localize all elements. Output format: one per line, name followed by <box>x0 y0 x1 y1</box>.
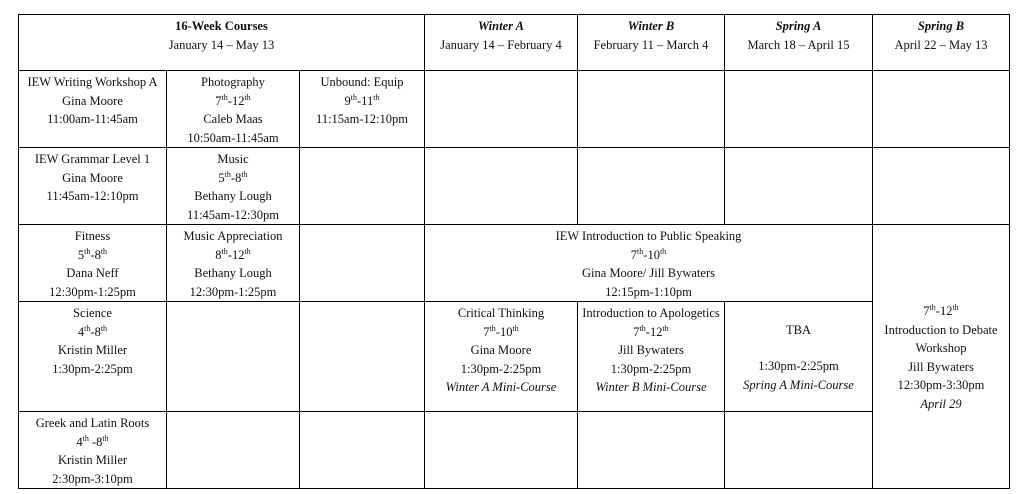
header-dates: April 22 – May 13 <box>894 37 988 52</box>
course-grades: 5th-8th <box>77 246 108 262</box>
schedule-sheet <box>18 14 1009 486</box>
course-name: Introduction to Apologetics <box>582 306 720 320</box>
schedule-row-3 <box>19 225 1010 302</box>
header-row <box>19 15 1010 71</box>
course-grades: 7th-12th <box>923 302 959 318</box>
course-grades: 4th-8th <box>77 323 108 339</box>
header-dates: January 14 – May 13 <box>168 37 275 52</box>
empty-cell <box>425 412 578 489</box>
course-time: 12:15pm-1:10pm <box>605 284 692 299</box>
course-grades: 9th-11th <box>344 92 380 108</box>
header-spring-a <box>725 15 873 71</box>
course-name: Critical Thinking <box>457 306 545 320</box>
header-title: Spring B <box>917 19 965 33</box>
course-grades: 4th -8th <box>76 433 109 449</box>
empty-cell <box>725 148 873 225</box>
empty-cell <box>578 412 725 489</box>
course-name: Introduction to Debate Workshop <box>884 322 998 355</box>
course-grades: 7th-12th <box>215 92 251 108</box>
course-grades: 8th-12th <box>215 246 251 262</box>
course-name: IEW Writing Workshop A <box>27 75 158 89</box>
header-title: Spring A <box>775 19 822 33</box>
course-cell-photography <box>167 71 300 148</box>
header-title: 16-Week Courses <box>175 19 268 33</box>
course-schedule-table <box>18 14 1010 489</box>
course-cell-greek-latin <box>19 412 167 489</box>
course-time: 1:30pm-2:25pm <box>460 361 542 376</box>
course-teacher: Bethany Lough <box>194 189 272 203</box>
course-name: Fitness <box>74 229 111 243</box>
header-title: Winter B <box>627 19 675 33</box>
header-winter-a <box>425 15 578 71</box>
course-cell-music <box>167 148 300 225</box>
course-grades: 5th-8th <box>218 169 248 185</box>
empty-cell <box>873 148 1010 225</box>
course-teacher: Gina Moore <box>470 343 532 357</box>
course-teacher: Gina Moore <box>62 170 123 185</box>
empty-cell <box>578 148 725 225</box>
header-16-week <box>19 15 425 71</box>
course-note: Spring A Mini-Course <box>743 377 854 392</box>
header-dates: February 11 – March 4 <box>593 37 709 52</box>
empty-cell <box>300 225 425 302</box>
course-time: 11:45am-12:10pm <box>46 189 139 203</box>
course-teacher: Gina Moore <box>62 93 123 108</box>
header-dates: January 14 – February 4 <box>440 37 562 52</box>
empty-cell <box>725 71 873 148</box>
course-time: 12:30pm-3:30pm <box>897 378 985 392</box>
course-time: 2:30pm-3:10pm <box>52 471 133 486</box>
course-time: 11:00am-11:45am <box>47 112 138 126</box>
course-note: Winter A Mini-Course <box>445 380 557 394</box>
empty-cell <box>300 148 425 225</box>
empty-cell <box>873 71 1010 148</box>
course-name: Music <box>217 152 249 166</box>
course-date: April 29 <box>920 396 962 411</box>
course-teacher: Jill Bywaters <box>908 359 974 374</box>
course-time: 1:30pm-2:25pm <box>52 361 133 376</box>
course-teacher: Kristin Miller <box>57 453 128 467</box>
course-cell-unbound <box>300 71 425 148</box>
course-cell-science <box>19 302 167 412</box>
spacer <box>728 339 869 357</box>
empty-cell <box>300 412 425 489</box>
course-name: IEW Introduction to Public Speaking <box>555 229 742 243</box>
empty-cell <box>425 71 578 148</box>
header-spring-b <box>873 15 1010 71</box>
empty-cell <box>578 71 725 148</box>
course-teacher: Gina Moore/ Jill Bywaters <box>582 266 715 280</box>
course-name: Science <box>73 306 112 320</box>
course-cell-fitness <box>19 225 167 302</box>
header-winter-b <box>578 15 725 71</box>
course-name: Photography <box>201 75 265 89</box>
course-cell-apologetics <box>578 302 725 412</box>
course-name: Music Appreciation <box>183 229 283 243</box>
course-time: 1:30pm-2:25pm <box>610 361 692 376</box>
course-grades: 7th-10th <box>630 246 667 262</box>
course-time: 11:15am-12:10pm <box>316 112 408 126</box>
course-note: Winter B Mini-Course <box>595 380 707 394</box>
course-teacher: Bethany Lough <box>194 266 272 280</box>
course-cell-debate <box>873 225 1010 489</box>
schedule-row-5 <box>19 412 1010 489</box>
schedule-row-4 <box>19 302 1010 412</box>
schedule-row-2 <box>19 148 1010 225</box>
course-time: 12:30pm-1:25pm <box>49 284 136 299</box>
course-cell-iew-writing <box>19 71 167 148</box>
course-cell-tba <box>725 302 873 412</box>
empty-cell <box>300 302 425 412</box>
course-time: 11:45am-12:30pm <box>187 207 279 222</box>
course-grades: 7th-10th <box>483 323 519 339</box>
course-time: 10:50am-11:45am <box>187 130 279 145</box>
course-teacher: Caleb Maas <box>203 112 263 126</box>
course-cell-iew-grammar <box>19 148 167 225</box>
course-name: IEW Grammar Level 1 <box>34 152 151 166</box>
course-teacher: Jill Bywaters <box>618 343 684 357</box>
course-cell-public-speaking <box>425 225 873 302</box>
empty-cell <box>725 412 873 489</box>
course-name: TBA <box>786 322 811 337</box>
course-cell-music-appreciation <box>167 225 300 302</box>
course-name: Unbound: Equip <box>320 75 404 89</box>
header-title: Winter A <box>478 19 524 33</box>
schedule-row-1 <box>19 71 1010 148</box>
course-cell-critical-thinking <box>425 302 578 412</box>
course-time: 12:30pm-1:25pm <box>189 284 277 299</box>
header-dates: March 18 – April 15 <box>747 37 850 52</box>
course-name: Greek and Latin Roots <box>35 416 150 430</box>
course-time: 1:30pm-2:25pm <box>758 359 839 374</box>
course-teacher: Kristin Miller <box>57 343 128 357</box>
empty-cell <box>425 148 578 225</box>
course-grades: 7th-12th <box>633 323 669 339</box>
empty-cell <box>167 302 300 412</box>
course-teacher: Dana Neff <box>66 266 119 280</box>
empty-cell <box>167 412 300 489</box>
